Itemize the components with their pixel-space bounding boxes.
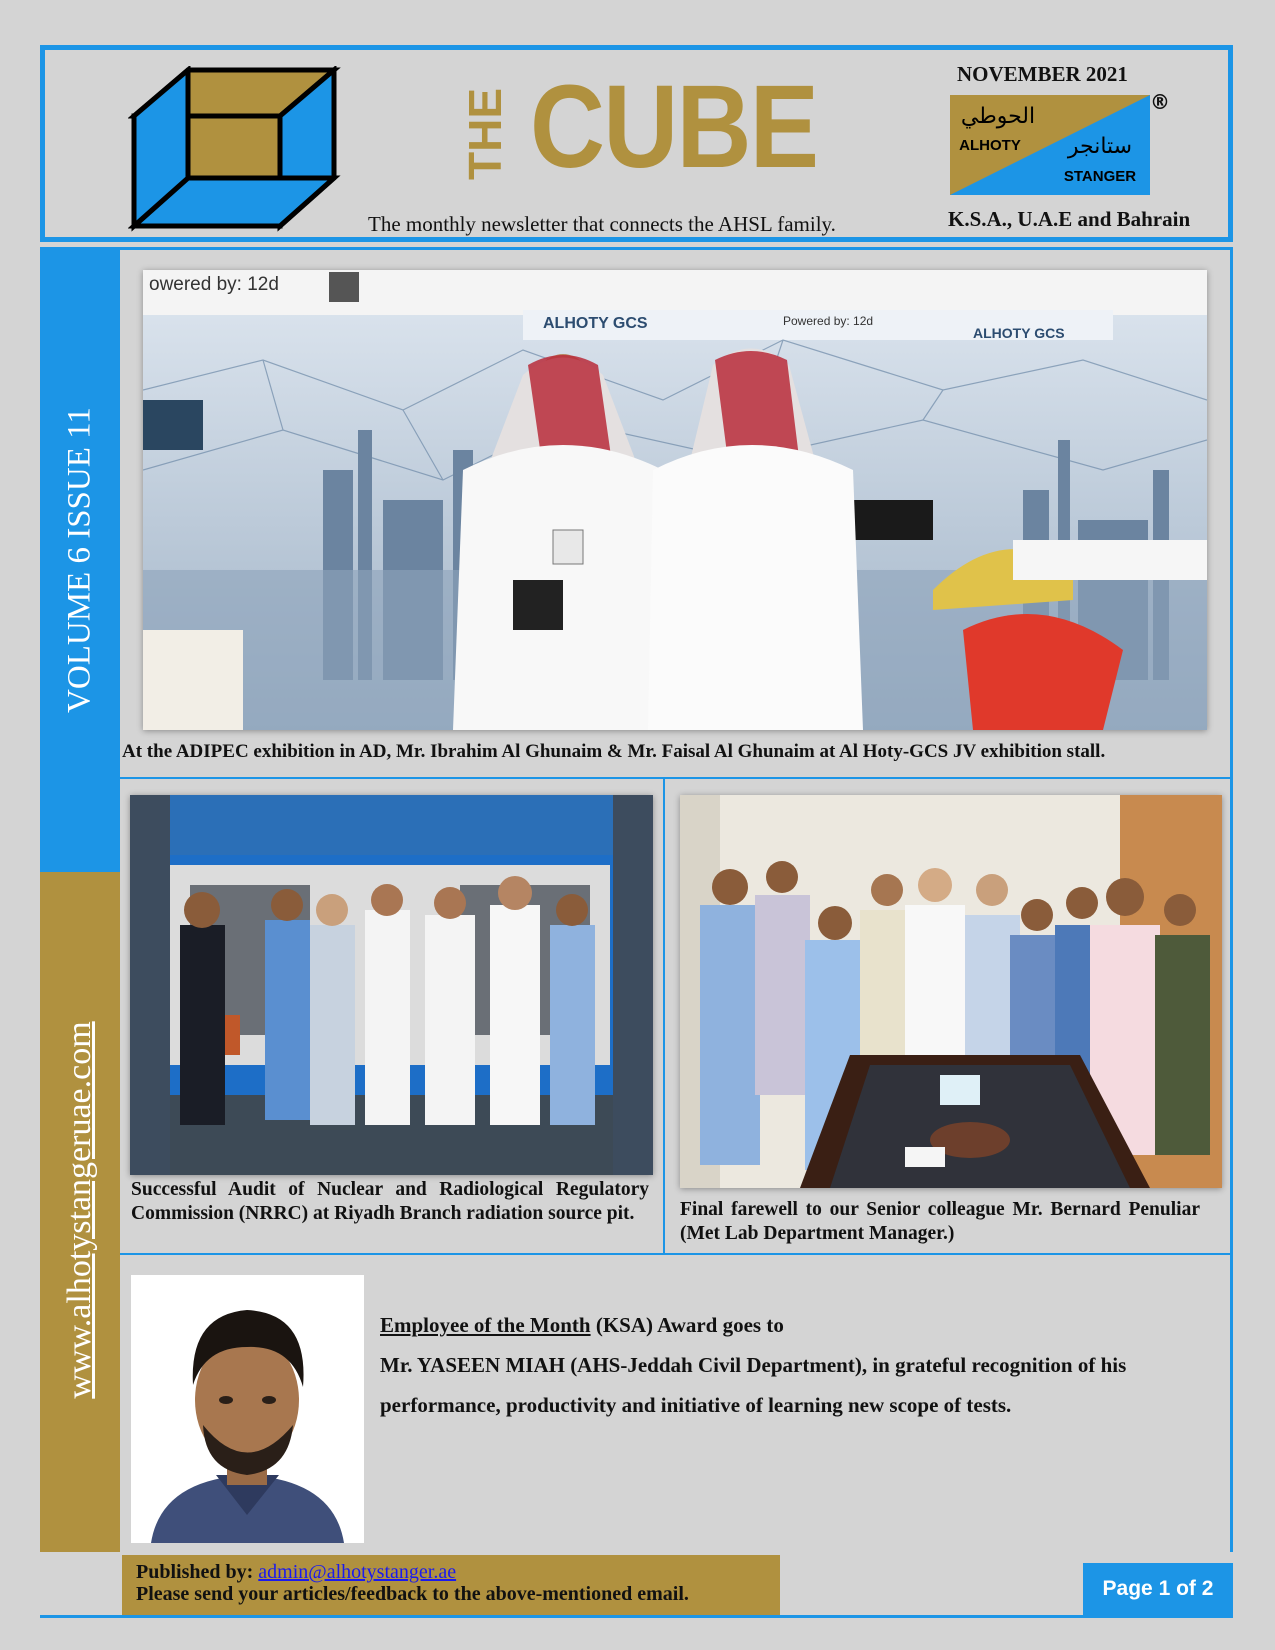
svg-text:ستانجر: ستانجر	[1067, 134, 1133, 159]
employee-of-month-title: Employee of the Month	[380, 1313, 591, 1337]
employee-of-month-text	[380, 1305, 1220, 1425]
content-bottom-rule	[40, 1615, 1233, 1618]
registered-mark: ®	[1150, 90, 1170, 114]
content-top-rule	[120, 247, 1233, 250]
divider-rule-1	[120, 777, 1230, 779]
adipec-photo	[143, 270, 1207, 730]
website-link[interactable]: www.alhotystangeruae.com	[61, 1021, 98, 1399]
feedback-note: Please send your articles/feedback to the above-mentioned email.	[136, 1583, 689, 1605]
masthead-the	[455, 86, 515, 182]
page-number: Page 1 of 2	[1083, 1563, 1233, 1615]
publisher-email-link[interactable]: admin@alhotystanger.ae	[258, 1561, 457, 1583]
volume-issue: VOLUME 6 ISSUE 11	[61, 407, 98, 713]
farewell-caption: Final farewell to our Senior colleague Mr. Bernard Penuliar (Met Lab Department Manager.)	[680, 1199, 1200, 1245]
svg-text:Powered by: 12d: Powered by: 12d	[783, 314, 874, 328]
published-label: Published by	[136, 1561, 247, 1583]
svg-text:ALHOTY: ALHOTY	[959, 137, 1021, 154]
employee-of-month-body: Mr. YASEEN MIAH (AHS-Jeddah Civil Department), in grateful recognition of his performance, productivity and initiative of learning new scope of tests.	[380, 1353, 1127, 1417]
divider-rule-2	[120, 1253, 1230, 1255]
nrrc-audit-photo	[130, 795, 653, 1175]
issue-date: NOVEMBER 2021	[957, 62, 1128, 86]
regions: K.S.A., U.A.E and Bahrain	[948, 207, 1191, 231]
masthead-title: CUBE	[530, 61, 818, 193]
cube-logo-icon	[128, 66, 348, 232]
publisher-box	[122, 1555, 780, 1615]
alhoty-stanger-logo	[950, 95, 1150, 195]
svg-text:THE: THE	[459, 88, 511, 180]
nrrc-audit-caption: Successful Audit of Nuclear and Radiological Regulatory Commission (NRRC) at Riyadh Branch radiation source pit.	[131, 1179, 649, 1225]
published-colon: :	[246, 1561, 259, 1583]
svg-text:owered by: 12d: owered by: 12d	[149, 274, 279, 295]
svg-text:STANGER: STANGER	[1063, 168, 1137, 185]
svg-text:ALHOTY GCS: ALHOTY GCS	[973, 325, 1065, 341]
tagline: The monthly newsletter that connects the AHSL family.	[368, 212, 836, 236]
divider-rule-vertical	[663, 779, 665, 1254]
content-right-rule	[1230, 247, 1233, 1552]
adipec-caption: At the ADIPEC exhibition in AD, Mr. Ibrahim Al Ghunaim & Mr. Faisal Al Ghunaim at Al Hoty-GCS JV exhibition stall.	[122, 741, 1106, 762]
svg-text:الحوطي: الحوطي	[960, 104, 1036, 129]
farewell-photo	[680, 795, 1222, 1188]
employee-portrait	[131, 1275, 364, 1543]
svg-text:ALHOTY GCS: ALHOTY GCS	[543, 315, 648, 332]
employee-of-month-subtitle: (KSA) Award goes to	[590, 1313, 784, 1337]
